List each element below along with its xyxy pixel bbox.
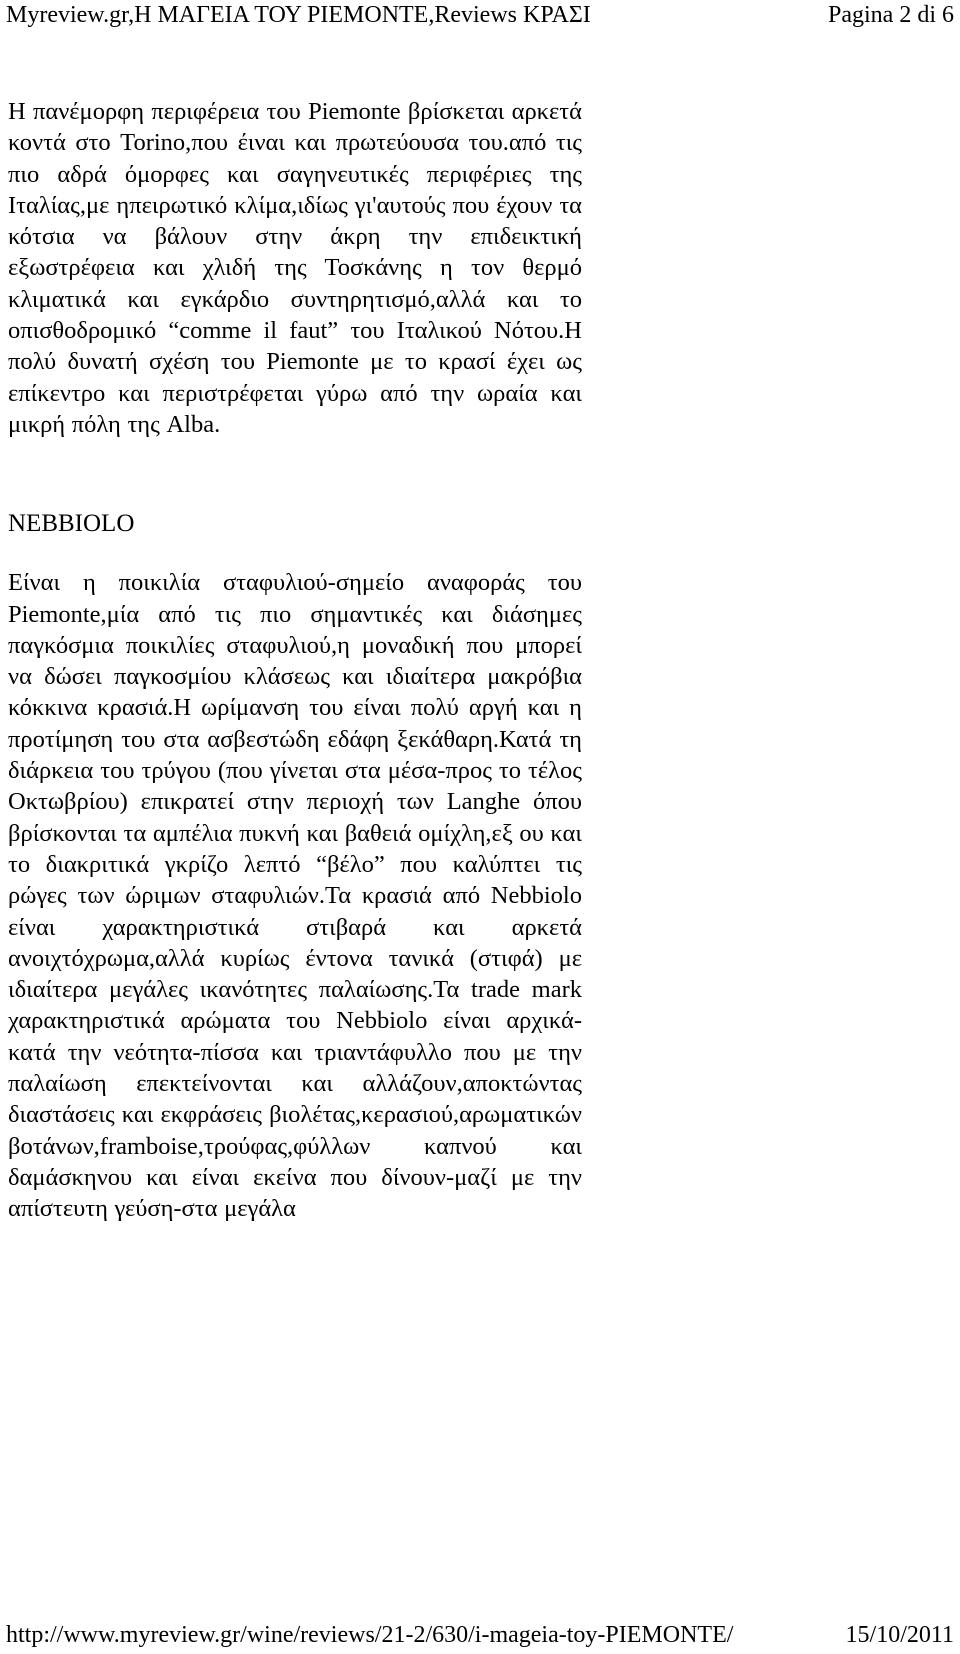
footer-url[interactable]: http://www.myreview.gr/wine/reviews/21-2/630/i-mageia-toy-PIEMONTE/ [6,1622,734,1648]
page-footer [6,1620,954,1652]
intro-paragraph: Η πανέμορφη περιφέρεια του Piemonte βρίσκεται αρκετά κοντά στο Torino,που έιναι και πρωτεύουσα του.από τις πιο αδρά όμορφες και σαγηνευτικές περιφέριες της Ιταλίας,με ηπειρωτικό κλίμα,ιδίως γι'αυτούς που έχουν τα κότσια να βάλουν στην άκρη την επιδεικτική εξωστρέφεια και χλιδή της Τοσκάνης η τον θερμό κλιματικά και εγκάρδιο συντηρητισμό,αλλά και το οπισθοδρομικό “comme il faut” του Ιταλικού Νότου.Η πολύ δυνατή σχέση του Piemonte με το κρασί έχει ως επίκεντρο και περιστρέφεται γύρω από την ωραία και μικρή πόλη της Alba. [8,98,582,438]
footer-date: 15/10/2011 [845,1622,954,1648]
page-header [6,0,954,36]
document-title: Myreview.gr,Η ΜΑΓΕΙΑ ΤΟΥ ΡΙΕΜΟΝΤΕ,Reviews ΚΡΑΣΙ [6,2,591,28]
page-number: Pagina 2 di 6 [828,2,954,28]
article-body [8,96,582,1225]
section-heading: NEBBIOLO [8,510,135,538]
nebbiolo-paragraph: Είναι η ποικιλία σταφυλιού-σημείο αναφοράς του Piemonte,μία από τις πιο σημαντικές και διάσημες παγκόσμια ποικιλίες σταφυλιού,η μοναδική που μπορεί να δώσει παγκοσμίου κλάσεως και ιδιαίτερα μακρόβια κόκκινα κρασιά.Η ωρίμανση του είναι πολύ αργή και η προτίμηση του στα ασβεστώδη εδάφη ξεκάθαρη.Κατά τη διάρκεια του τρύγου (που γίνεται στα μέσα-προς το τέλος Οκτωβρίου) επικρατεί στην περιοχή των Langhe όπου βρίσκονται τα αμπέλια πυκνή και βαθειά ομίχλη,εξ ου και το διακριτικά γκρίζο λεπτό “βέλο” που καλύπτει τις ρώγες των ώριμων σταφυλιών.Τα κρασιά από Nebbiolo είναι χαρακτηριστικά στιβαρά και αρκετά ανοιχτόχρωμα,αλλά κυρίως έντονα τανικά (στιφά) με ιδιαίτερα μεγάλες ικανότητες παλαίωσης.Τα trade mark χαρακτηριστικά αρώματα του Nebbiolo είναι αρχικά-κατά την νεότητα-πίσσα και τριαντάφυλλο που με την παλαίωση επεκτείνονται και αλλάζουν,αποκτώντας διαστάσεις και εκφράσεις βιολέτας,κερασιού,αρωματικών βοτάνων,framboise,τρούφας,φύλλων καπνού και δαμάσκηνου και είναι εκείνα που δίνουν-μαζί με την απίστευτη γεύση-στα μεγάλα [8,569,582,1223]
